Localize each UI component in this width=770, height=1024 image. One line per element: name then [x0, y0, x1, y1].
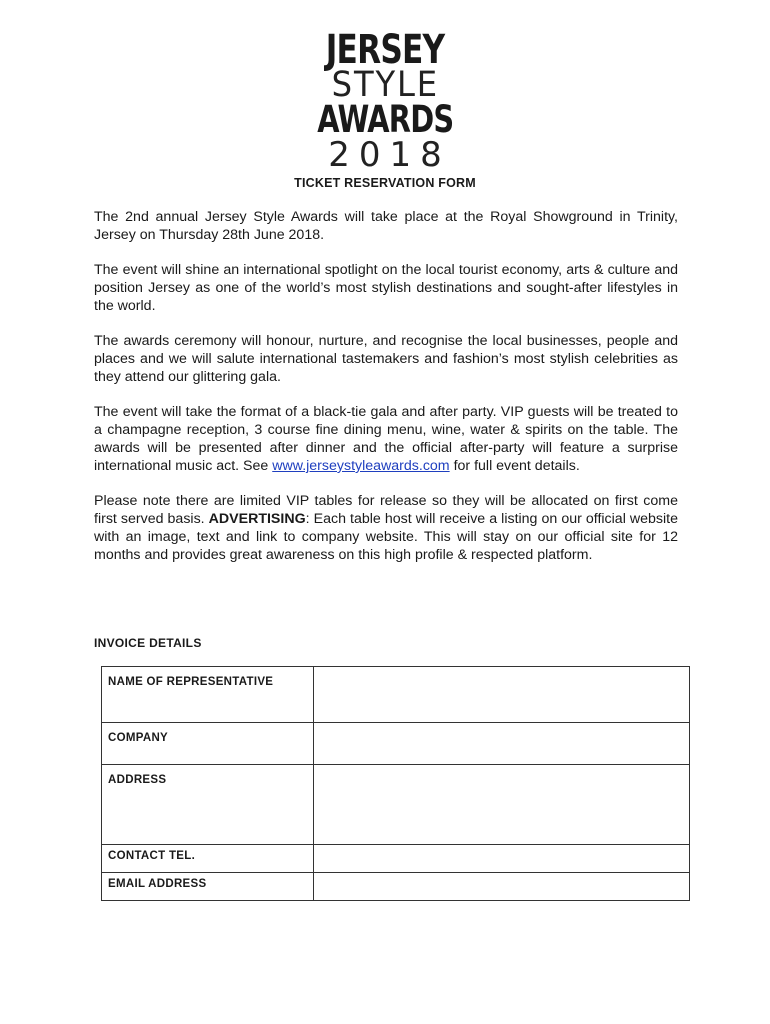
jersey-style-awards-logo — [0, 27, 770, 175]
contact-tel-field[interactable] — [313, 845, 689, 873]
address-field[interactable] — [313, 765, 689, 845]
body-text — [94, 208, 678, 581]
name-of-representative-field[interactable] — [313, 667, 689, 723]
company-label: COMPANY — [102, 723, 314, 765]
table-row — [102, 845, 690, 873]
table-row — [102, 765, 690, 845]
event-format-suffix: for full event details. — [449, 458, 580, 474]
company-field[interactable] — [313, 723, 689, 765]
name-of-representative-label: NAME OF REPRESENTATIVE — [102, 667, 314, 723]
paragraph-vip-tables — [94, 492, 678, 564]
contact-tel-label: CONTACT TEL. — [102, 845, 314, 873]
address-label: ADDRESS — [102, 765, 314, 845]
logo-year: 2018 — [328, 135, 451, 175]
event-format-text: The event will take the format of a black-tie gala and after party. VIP guests will be treated to a champagne reception, 3 course fine dining menu, wine, water & spirits on the table. The awards will be presented after dinner and the official after-party will feature a surprise international music act. See — [94, 404, 678, 474]
paragraph-spotlight: The event will shine an international spotlight on the local tourist economy, arts & culture and position Jersey as one of the world’s most stylish destinations and sought-after lifestyles in the world. — [94, 262, 678, 314]
table-row — [102, 723, 690, 765]
invoice-details-title: INVOICE DETAILS — [94, 636, 202, 650]
table-row — [102, 873, 690, 901]
email-address-label: EMAIL ADDRESS — [102, 873, 314, 901]
paragraph-event-intro: The 2nd annual Jersey Style Awards will take place at the Royal Showground in Trinity, Jersey on Thursday 28th June 2018. — [94, 209, 678, 243]
vip-tables-text: Please note there are limited VIP tables for release so they will be allocated on first come first served basis. — [94, 493, 678, 527]
paragraph-ceremony: The awards ceremony will honour, nurture, and recognise the local businesses, people and places and we will salute international tastemakers and fashion’s most stylish celebrities as they attend our glittering gala. — [94, 333, 678, 385]
email-address-field[interactable] — [313, 873, 689, 901]
logo-style: STYLE — [331, 65, 439, 105]
website-link[interactable]: www.jerseystyleawards.com — [272, 458, 450, 474]
form-title: TICKET RESERVATION FORM — [294, 176, 476, 190]
advertising-text: : Each table host will receive a listing on our official website with an image, text and link to company website. This will stay on our official site for 12 months and provides great awareness on this high profile & respected platform. — [94, 511, 678, 563]
advertising-label: ADVERTISING — [208, 511, 306, 527]
table-row — [102, 667, 690, 723]
paragraph-event-format — [94, 403, 678, 475]
logo-jersey: JERSEY — [325, 27, 445, 73]
logo-awards: AWARDS — [316, 98, 454, 141]
invoice-details-table — [101, 666, 690, 901]
